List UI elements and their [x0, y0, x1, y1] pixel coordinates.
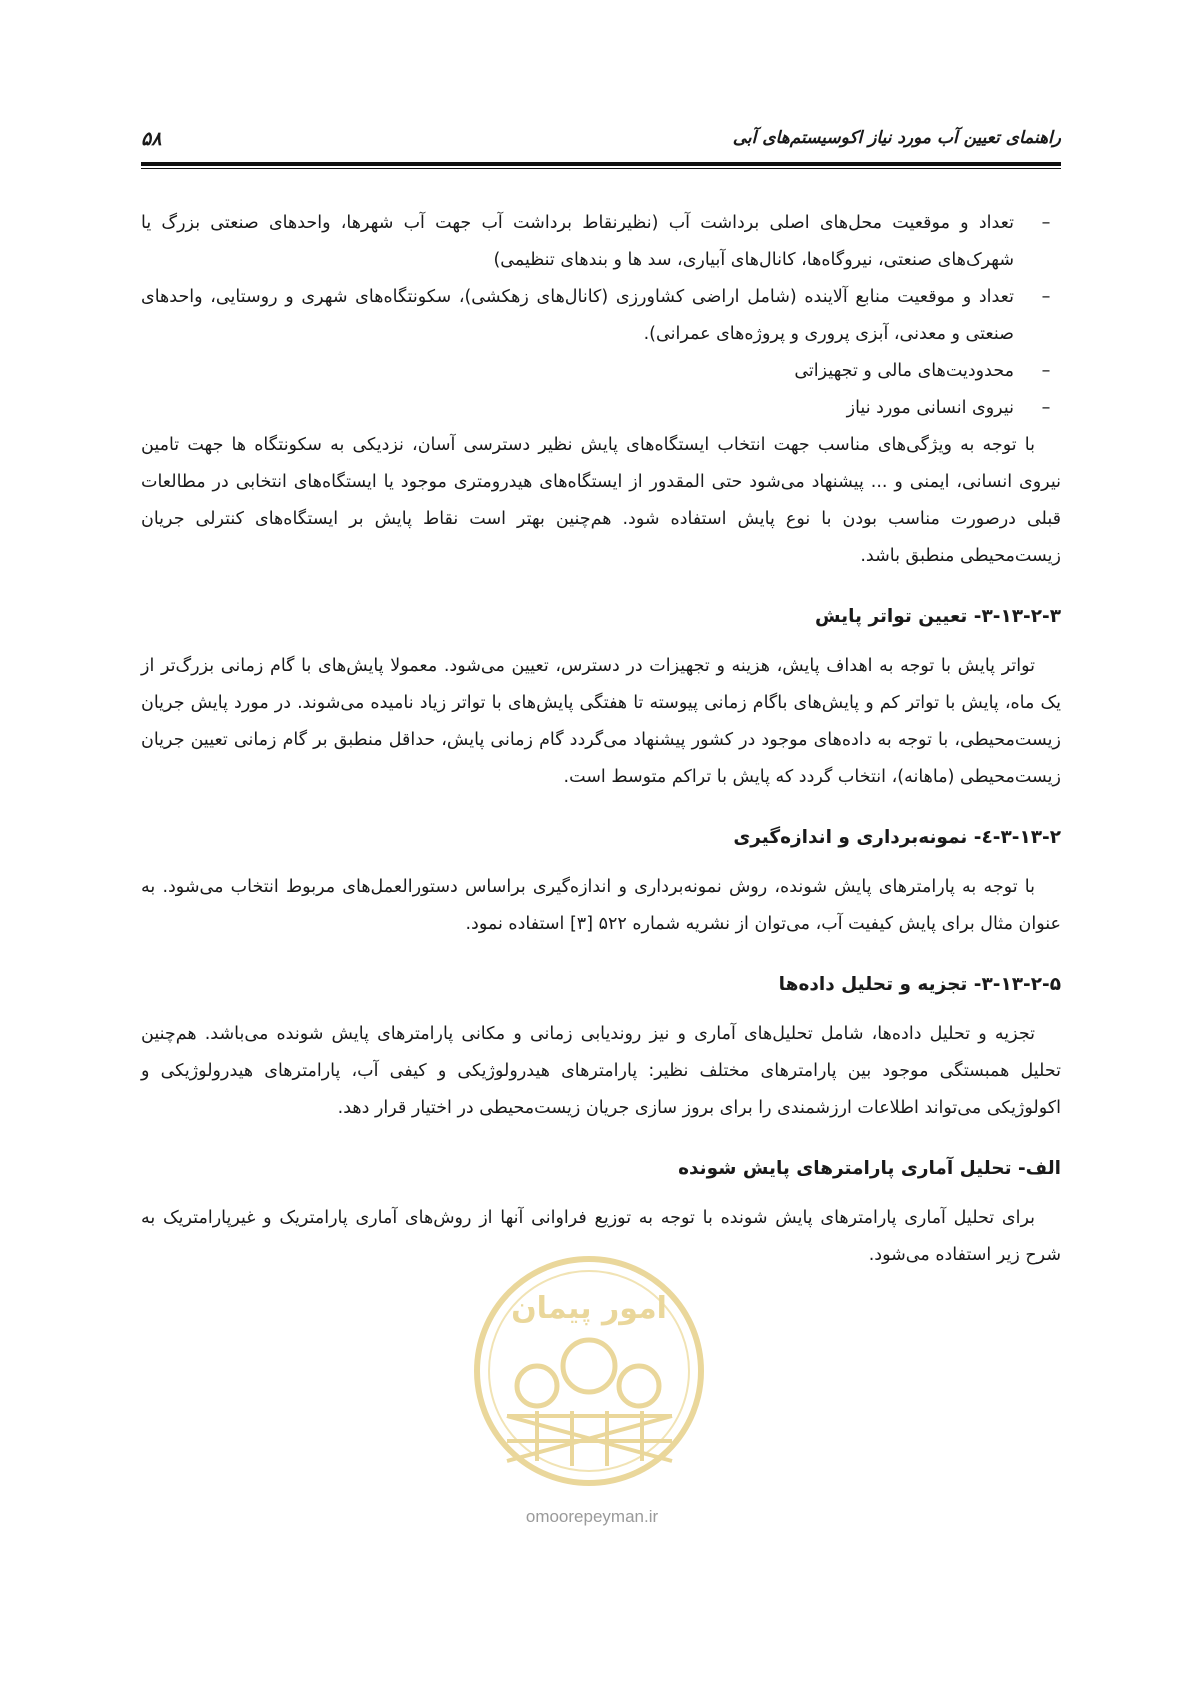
header-rule-thin	[141, 168, 1061, 169]
page-header	[141, 128, 1061, 158]
paragraph-statistical-analysis: برای تحلیل آماری پارامترهای پایش شونده با توجه به توزیع فراوانی آنها از روش‌های آماری پارامتریک و غیرپارامتریک به شرح زیر استفاده می‌شود.	[141, 1208, 1061, 1265]
section-heading-sampling: ۳-۱۳-۲-٤- نمونه‌برداری و اندازه‌گیری	[733, 827, 1061, 848]
bullet-dash: –	[1041, 361, 1051, 381]
bullet-item: – محدودیت‌های مالی و تجهیزاتی	[141, 353, 1061, 390]
paragraph-sampling: با توجه به پارامترهای پایش شونده، روش نمونه‌برداری و اندازه‌گیری براساس دستورالعمل‌های مربوط انتخاب می‌شود. به عنوان مثال برای پایش کیفیت آب، می‌توان از نشریه شماره ۵۲۲ [۳] استفاده نمود.	[141, 877, 1061, 934]
bullet-dash: –	[1041, 213, 1051, 233]
section-heading-monitoring-frequency: ۳-۱۳-۲-۳- تعیین تواتر پایش	[815, 606, 1061, 627]
bullet-dash: –	[1041, 287, 1051, 307]
bullet-item: – تعداد و موقعیت محل‌های اصلی برداشت آب (نظیرنقاط برداشت آب جهت آب شهرها، واحدهای صنعتی بزرگ یا شهرک‌های صنعتی، نیروگاه‌ها، کانال‌های آبیاری، سد ها و بندهای تنظیمی)	[141, 205, 1061, 279]
paragraph-monitoring-frequency: تواتر پایش با توجه به اهداف پایش، هزینه و تجهیزات در دسترس، تعیین می‌شود. معمولا پایش‌های با گام زمانی بزرگ‌تر از یک ماه، پایش با تواتر کم و پایش‌های باگام زمانی پیوسته تا هفتگی پایش‌های با تواتر زیاد نامیده می‌شوند. در مورد پایش جریان زیست‌محیطی، با توجه به داده‌های موجود در کشور پیشنهاد می‌گردد گام زمانی پایش، حداقل منطبق بر گام زمانی تعیین جریان زیست‌محیطی (ماهانه)، انتخاب گردد که پایش با تراکم متوسط است.	[141, 656, 1061, 787]
header-rule-thick	[141, 162, 1061, 166]
bullet-item: – تعداد و موقعیت منابع آلاینده (شامل اراضی کشاورزی (کانال‌های زهکشی)، سکونتگاه‌های شهری و روستایی، واحدهای صنعتی و معدنی، آبزی پروری و پروژه‌های عمرانی).	[141, 279, 1061, 353]
paragraph-intro: با توجه به ویژگی‌های مناسب جهت انتخاب ایستگاه‌های پایش نظیر دسترسی آسان، نزدیکی به سکونتگاه ها جهت تامین نیروی انسانی، ایمنی و ... پیشنهاد می‌شود حتی المقدور از ایستگاه‌های هیدرومتری موجود یا ایستگاه‌های انتخابی در مطالعات قبلی درصورت مناسب بودن با نوع پایش استفاده شود. هم‌چنین بهتر است نقاط پایش بر ایستگاه‌های کنترلی جریان زیست‌محیطی منطبق باشد.	[141, 435, 1061, 566]
running-title: راهنمای تعیین آب مورد نیاز اکوسیستم‌های آبی	[732, 128, 1061, 148]
bullet-item: – نیروی انسانی مورد نیاز	[141, 390, 1061, 427]
body-text	[141, 205, 1061, 1274]
paragraph-data-analysis: تجزیه و تحلیل داده‌ها، شامل تحلیل‌های آماری و نیز روندیابی زمانی و مکانی پارامترهای پایش شونده می‌باشد. هم‌چنین تحلیل همبستگی موجود بین پارامترهای مختلف نظیر: پارامترهای هیدرولوژیکی و کیفی آب، پارامترهای هیدرولوژیکی و اکولوژیکی می‌تواند اطلاعات ارزشمندی را برای بروز سازی جریان زیست‌محیطی در اختیار قرار دهد.	[141, 1024, 1061, 1118]
bullet-list	[141, 205, 1061, 427]
watermark-logo-icon	[467, 1246, 712, 1496]
watermark-logo-text: امور پیمان	[511, 1291, 667, 1326]
watermark-url: omoorepeyman.ir	[525, 1507, 659, 1526]
section-heading-statistical-analysis: الف- تحلیل آماری پارامترهای پایش شونده	[678, 1158, 1061, 1179]
bullet-dash: –	[1041, 398, 1051, 418]
page-number: ۵۸	[141, 128, 162, 150]
section-heading-data-analysis: ۳-۱۳-۲-۵- تجزیه و تحلیل داده‌ها	[778, 974, 1061, 995]
